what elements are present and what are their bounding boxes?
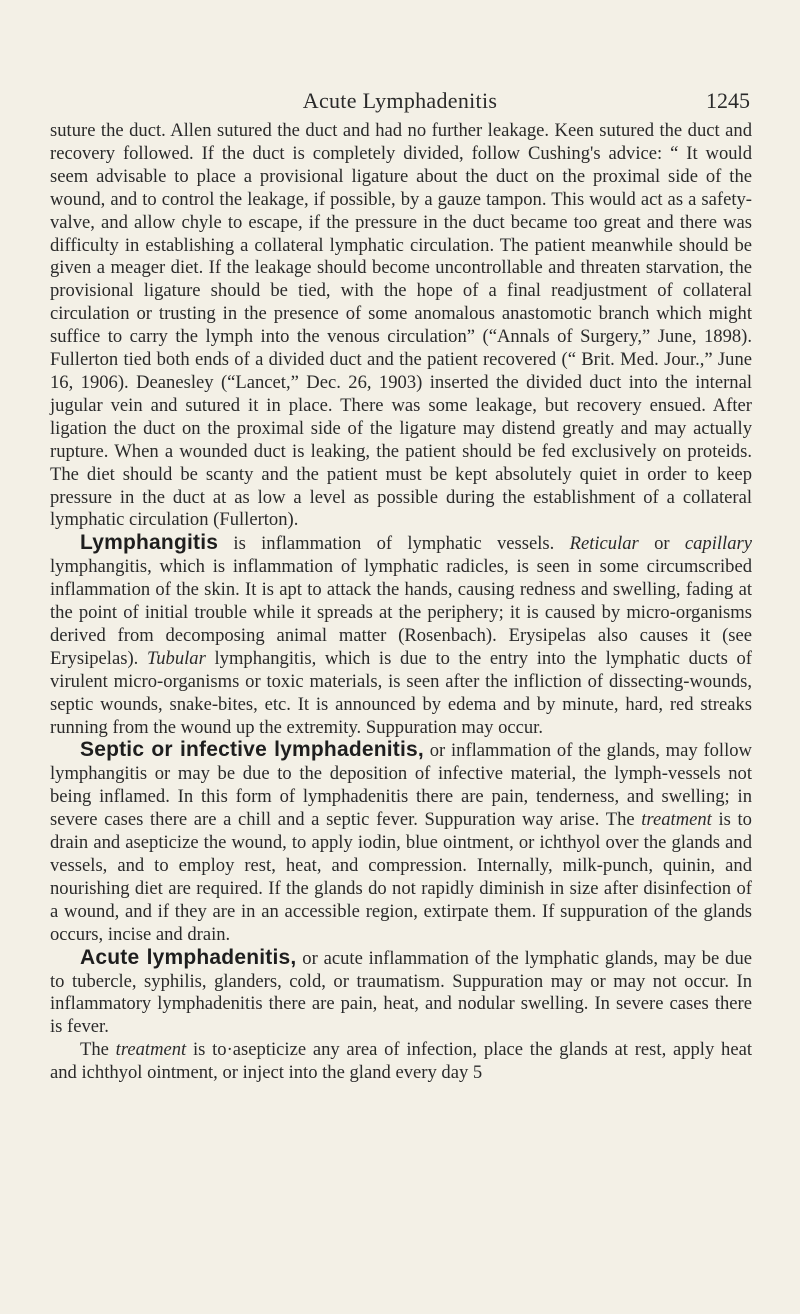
text-run: lymphangitis, which is due to the entry into the lymphatic ducts of virulent micro-organisms or toxic materials, is seen after the infliction of dissecting-wounds, septic wounds, snake-bites, etc. It is announced by edema and by minute, hard, red streaks running from the wound up the extremity. Suppuration may occur. — [50, 647, 752, 738]
run-in-heading-acute: Acute lymphadenitis, — [80, 945, 297, 969]
paragraph-continuation: suture the duct. Allen sutured the duct and had no further leakage. Keen sutured the duct and recovery followed. If the duct is completely divided, follow Cushing's advice: “ It would seem advisable to place a provisional ligature about the duct on the proximal side of the wound, and to control the leakage, if possible, by a gauze tampon. This would act as a safety-valve, and allow chyle to escape, if the pressure in the duct became too great and there was difficulty in establishing a collateral lymphatic circulation. The patient meanwhile should be given a meager diet. If the leakage should become uncontrollable and threaten starvation, the provisional ligature should be tied, with the hope of a final readjustment of collateral circulation or trusting in the presence of some anomalous anastomotic branch which might suffice to carry the lymph into the venous circulation” (“Annals of Surgery,” June, 1898). Fullerton tied both ends of a divided duct and the patient recovered (“ Brit. Med. Jour.,” June 16, 1906). Deanesley (“Lancet,” Dec. 26, 1903) inserted the divided duct into the internal jugular vein and sutured it in place. There was some leakage, but recovery ensued. After ligation the duct on the proximal side of the ligature may distend greatly and may actually rupture. When a wounded duct is leaking, the patient should be fed exclusively on proteids. The diet should be scanty and the patient must be kept absolutely quiet in order to keep pressure in the duct at as low a level as possible during the establishment of a collateral lymphatic circulation (Fullerton). — [50, 120, 752, 531]
paragraph-treatment — [50, 1039, 752, 1085]
text-run: is to drain and asepticize the wound, to apply iodin, blue ointment, or ichthyol over the glands and vessels, and to employ rest, heat, and compression. Internally, milk-punch, quinin, and nourishing diet are required. If the glands do not rapidly diminish in size after disinfection of a wound, and if they are in an accessible region, extirpate them. If suppuration of the glands occurs, incise and drain. — [50, 809, 752, 945]
text-run: or inflammation of the glands, may follow lymphangitis or may be due to the deposition of infective material, the lymph-vessels not being inflamed. In this form of lymphadenitis there are pain, tenderness, and swelling; in severe cases there are a chill and a septic fever. Suppuration way arise. The — [50, 740, 752, 831]
text-run: is inflammation of lymphatic vessels. — [218, 533, 570, 555]
italic-term: capillary — [684, 533, 752, 555]
text-run: or — [638, 533, 685, 555]
paragraph-lymphangitis — [50, 532, 752, 739]
text-run: is to·asepticize any area of infection, place the glands at rest, apply heat and ichthyol ointment, or inject into the gland every day 5 — [50, 1039, 752, 1084]
text-run: The — [80, 1039, 116, 1061]
italic-term: treatment — [115, 1039, 187, 1061]
text-run: or acute inflammation of the lymphatic glands, may be due to tubercle, syphilis, glanders, cold, or traumatism. Suppuration may or may not occur. In inflammatory lymphadenitis there are pain, heat, and nodular swelling. In severe cases there is fever. — [50, 947, 752, 1038]
body-text — [50, 120, 752, 1085]
running-title: Acute Lymphadenitis — [302, 88, 498, 113]
paragraph-septic-lymphadenitis — [50, 739, 752, 946]
page-number: 1245 — [706, 88, 750, 113]
italic-term: Tubular — [146, 647, 206, 669]
text-run: lymphangitis, which is inflammation of lymphatic radicles, is seen in some circumscribed inflammation of the skin. It is apt to attack the hands, causing redness and swelling, fading at the point of initial trouble while it spreads at the periphery; it is caused by micro-organisms derived from decomposing animal matter (Rosenbach). Erysipelas also causes it (see Erysipelas). — [50, 556, 752, 669]
italic-term: treatment — [641, 809, 712, 831]
run-in-heading-septic: Septic or infective lymphadenitis, — [80, 738, 424, 762]
run-in-heading-lymphangitis: Lymphangitis — [80, 531, 219, 555]
running-head — [0, 88, 800, 118]
italic-term: Reticular — [569, 533, 639, 555]
paragraph-acute-lymphadenitis — [50, 947, 752, 1040]
